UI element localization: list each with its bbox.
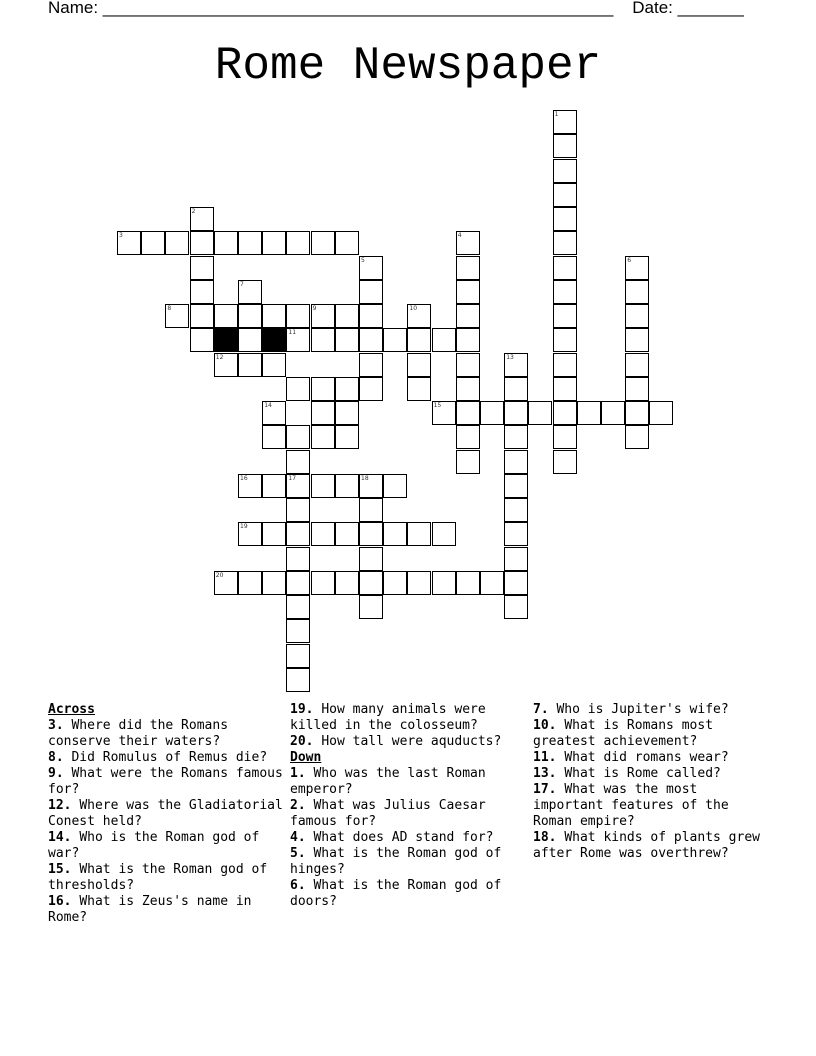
clue xyxy=(48,750,284,766)
clue-number: 5. xyxy=(290,846,306,861)
clue-text: Who was the last Roman emperor? xyxy=(290,766,486,797)
crossword-cell[interactable] xyxy=(407,522,431,546)
crossword-cell[interactable] xyxy=(311,377,335,401)
crossword-cell[interactable] xyxy=(504,450,528,474)
crossword-cell[interactable] xyxy=(528,401,552,425)
clue-text: What is the Roman god of thresholds? xyxy=(48,862,268,893)
crossword-cell[interactable] xyxy=(456,353,480,377)
clue-number-label: 9 xyxy=(312,305,317,312)
crossword-cell[interactable] xyxy=(311,474,335,498)
name-label: Name: xyxy=(48,0,103,17)
crossword-cell[interactable] xyxy=(262,571,286,595)
crossword-block xyxy=(262,328,286,352)
crossword-cell[interactable] xyxy=(262,353,286,377)
clue-number: 19. xyxy=(290,702,314,717)
clue-text: What does AD stand for? xyxy=(313,830,494,845)
clue-number-label: 20 xyxy=(215,571,224,579)
clue xyxy=(533,718,773,750)
clue-text: What was the most important features of the Roman empire? xyxy=(533,782,729,829)
clue-number: 4. xyxy=(290,830,306,845)
crossword-cell[interactable] xyxy=(359,595,383,619)
crossword-cell[interactable] xyxy=(335,377,359,401)
clue-number-label: 16 xyxy=(240,474,248,482)
crossword-cell[interactable] xyxy=(311,231,335,255)
crossword-cell[interactable] xyxy=(504,425,528,449)
clue-text: What is Zeus's name in Rome? xyxy=(48,894,252,925)
clue-number: 3. xyxy=(48,718,64,733)
crossword-cell[interactable] xyxy=(311,522,335,546)
clue-text: Where did the Romans conserve their waters? xyxy=(48,718,229,749)
across-heading: Across xyxy=(48,702,95,717)
crossword-cell[interactable] xyxy=(262,522,286,546)
crossword-cell[interactable] xyxy=(407,571,431,595)
crossword-cell[interactable] xyxy=(214,231,238,255)
crossword-cell[interactable] xyxy=(190,304,214,328)
clue-number: 17. xyxy=(533,782,557,797)
crossword-cell[interactable] xyxy=(383,522,407,546)
crossword-cell[interactable] xyxy=(456,401,480,425)
crossword-cell[interactable] xyxy=(286,450,310,474)
clue-number: 11. xyxy=(533,750,557,765)
crossword-cell[interactable] xyxy=(311,571,335,595)
crossword-cell[interactable] xyxy=(262,474,286,498)
crossword-cell[interactable] xyxy=(165,231,189,255)
down-clue-list-continued xyxy=(533,702,773,862)
clue xyxy=(533,702,773,718)
crossword-cell[interactable] xyxy=(625,328,649,352)
clue-text: Where was the Gladiatorial Conest held? xyxy=(48,798,283,829)
clue xyxy=(290,702,528,734)
crossword-cell[interactable] xyxy=(311,328,335,352)
crossword-cell[interactable] xyxy=(190,256,214,280)
crossword-cell[interactable] xyxy=(335,474,359,498)
crossword-cell[interactable] xyxy=(456,425,480,449)
crossword-cell[interactable] xyxy=(262,304,286,328)
clue-text: What is Romans most greatest achievement? xyxy=(533,718,714,749)
clue-number-label: 1 xyxy=(554,111,559,118)
crossword-cell[interactable] xyxy=(214,304,238,328)
clue xyxy=(290,830,528,846)
clue-column-3 xyxy=(533,702,773,862)
crossword-cell[interactable] xyxy=(553,207,577,231)
crossword-cell[interactable] xyxy=(553,401,577,425)
clue-number: 9. xyxy=(48,766,64,781)
clue-number-label: 8 xyxy=(167,305,172,312)
crossword-cell[interactable] xyxy=(432,571,456,595)
crossword-cell[interactable] xyxy=(359,304,383,328)
crossword-cell[interactable] xyxy=(625,353,649,377)
clue xyxy=(290,798,528,830)
crossword-cell[interactable] xyxy=(553,256,577,280)
clue-number-label: 12 xyxy=(215,353,224,361)
crossword-cell[interactable] xyxy=(383,328,407,352)
clue-number-label: 3 xyxy=(119,232,123,240)
clue-number: 18. xyxy=(533,830,557,845)
clue-number: 1. xyxy=(290,766,306,781)
clue xyxy=(533,782,773,830)
clue-number: 20. xyxy=(290,734,314,749)
clue xyxy=(533,766,773,782)
crossword-cell[interactable] xyxy=(383,474,407,498)
clue-number-label: 14 xyxy=(264,402,272,409)
clue-number: 15. xyxy=(48,862,72,877)
crossword-cell[interactable] xyxy=(553,280,577,304)
crossword-cell[interactable] xyxy=(286,522,310,546)
crossword-cell[interactable] xyxy=(553,304,577,328)
clue-number-label: 6 xyxy=(627,256,632,264)
crossword-cell[interactable] xyxy=(480,401,504,425)
crossword-cell[interactable] xyxy=(553,450,577,474)
clue-number: 12. xyxy=(48,798,72,813)
clue xyxy=(48,830,284,862)
crossword-cell[interactable] xyxy=(649,401,673,425)
crossword-cell[interactable] xyxy=(553,183,577,207)
crossword-cell[interactable] xyxy=(577,401,601,425)
clue xyxy=(290,846,528,878)
crossword-cell[interactable] xyxy=(286,547,310,571)
crossword-cell[interactable] xyxy=(504,401,528,425)
clue xyxy=(290,766,528,798)
clue xyxy=(48,718,284,750)
crossword-cell[interactable] xyxy=(359,328,383,352)
clue-text: Did Romulus of Remus die? xyxy=(71,750,268,765)
crossword-cell[interactable] xyxy=(190,231,214,255)
clue xyxy=(48,894,284,926)
date-label: Date: xyxy=(632,0,678,17)
crossword-cell[interactable] xyxy=(553,425,577,449)
crossword-cell[interactable] xyxy=(553,328,577,352)
crossword-cell[interactable] xyxy=(359,377,383,401)
clue-column-2 xyxy=(290,702,528,910)
clue-number: 16. xyxy=(48,894,72,909)
clue-number: 14. xyxy=(48,830,72,845)
crossword-cell[interactable] xyxy=(504,474,528,498)
crossword-cell[interactable] xyxy=(238,328,262,352)
crossword-cell[interactable] xyxy=(238,571,262,595)
crossword-cell[interactable] xyxy=(286,377,310,401)
clue-number-label: 13 xyxy=(506,353,514,361)
crossword-block xyxy=(214,328,238,352)
clue xyxy=(290,734,528,750)
clue-number-label: 15 xyxy=(433,402,442,409)
crossword-cell[interactable] xyxy=(504,595,528,619)
clue xyxy=(48,766,284,798)
across-clue-list-continued xyxy=(290,702,528,750)
crossword-cell[interactable] xyxy=(407,353,431,377)
crossword-cell[interactable] xyxy=(286,498,310,522)
crossword-cell[interactable] xyxy=(359,353,383,377)
crossword-cell[interactable] xyxy=(553,159,577,183)
down-clue-list xyxy=(290,766,528,910)
crossword-cell[interactable] xyxy=(286,571,310,595)
clue-number: 6. xyxy=(290,878,306,893)
crossword-cell[interactable] xyxy=(456,377,480,401)
clue-number: 7. xyxy=(533,702,549,717)
crossword-cell[interactable] xyxy=(190,280,214,304)
crossword-cell[interactable] xyxy=(262,425,286,449)
crossword-cell[interactable] xyxy=(286,231,310,255)
crossword-cell[interactable] xyxy=(335,522,359,546)
crossword-cell[interactable] xyxy=(407,328,431,352)
clue-number-label: 19 xyxy=(240,523,248,531)
clue xyxy=(48,862,284,894)
crossword-cell[interactable] xyxy=(456,571,480,595)
crossword-cell[interactable] xyxy=(625,304,649,328)
crossword-cell[interactable] xyxy=(359,280,383,304)
crossword-cell[interactable] xyxy=(625,401,649,425)
clue-number: 10. xyxy=(533,718,557,733)
name-blank[interactable]: ______________________________________________________ xyxy=(102,0,614,17)
crossword-cell[interactable] xyxy=(141,231,165,255)
clue xyxy=(290,878,528,910)
crossword-cell[interactable] xyxy=(311,401,335,425)
crossword-cell[interactable] xyxy=(456,304,480,328)
clue-text: What is the Roman god of doors? xyxy=(290,878,502,909)
clue xyxy=(533,830,773,862)
crossword-cell[interactable] xyxy=(238,353,262,377)
clue-text: What is Rome called? xyxy=(564,766,721,781)
clue-text: How many animals were killed in the colosseum? xyxy=(290,702,486,733)
clue-text: What kinds of plants grew after Rome was overthrew? xyxy=(533,830,760,861)
clue-text: What did romans wear? xyxy=(564,750,729,765)
crossword-cell[interactable] xyxy=(335,328,359,352)
clue-number: 8. xyxy=(48,750,64,765)
crossword-cell[interactable] xyxy=(335,231,359,255)
clue xyxy=(48,798,284,830)
crossword-cell[interactable] xyxy=(504,498,528,522)
crossword-cell[interactable] xyxy=(335,401,359,425)
date-blank[interactable]: _______ xyxy=(677,0,744,17)
crossword-cell[interactable] xyxy=(625,377,649,401)
crossword-cell[interactable] xyxy=(456,256,480,280)
crossword-cell[interactable] xyxy=(286,644,310,668)
clue-number-label: 4 xyxy=(457,232,462,240)
crossword-cell[interactable] xyxy=(238,304,262,328)
crossword-cell[interactable] xyxy=(625,280,649,304)
crossword-cell[interactable] xyxy=(407,377,431,401)
crossword-cell[interactable] xyxy=(601,401,625,425)
down-heading: Down xyxy=(290,750,322,765)
crossword-cell[interactable] xyxy=(359,547,383,571)
clue-number-label: 17 xyxy=(288,474,297,482)
crossword-cell[interactable] xyxy=(335,571,359,595)
clue-number-label: 2 xyxy=(191,208,196,215)
crossword-cell[interactable] xyxy=(383,571,407,595)
clue-number-label: 10 xyxy=(409,305,418,312)
crossword-cell[interactable] xyxy=(359,571,383,595)
clue-text: What is the Roman god of hinges? xyxy=(290,846,502,877)
crossword-cell[interactable] xyxy=(286,619,310,643)
crossword-cell[interactable] xyxy=(190,328,214,352)
clue-text: What was Julius Caesar famous for? xyxy=(290,798,486,829)
crossword-cell[interactable] xyxy=(553,353,577,377)
crossword-cell[interactable] xyxy=(456,280,480,304)
crossword-cell[interactable] xyxy=(504,547,528,571)
crossword-cell[interactable] xyxy=(553,134,577,158)
crossword-cell[interactable] xyxy=(311,425,335,449)
clue-text: What were the Romans famous for? xyxy=(48,766,283,797)
crossword-cell[interactable] xyxy=(456,328,480,352)
crossword-cell[interactable] xyxy=(432,328,456,352)
crossword-cell[interactable] xyxy=(504,377,528,401)
crossword-cell[interactable] xyxy=(335,425,359,449)
page-title: Rome Newspaper xyxy=(214,40,602,92)
crossword-cell[interactable] xyxy=(238,231,262,255)
clue-number-label: 11 xyxy=(288,329,297,337)
clue xyxy=(533,750,773,766)
clue-number-label: 7 xyxy=(240,280,244,288)
clue-number-label: 5 xyxy=(361,256,365,264)
clue-text: How tall were aquducts? xyxy=(321,734,502,749)
crossword-cell[interactable] xyxy=(359,498,383,522)
crossword-cell[interactable] xyxy=(480,571,504,595)
across-clue-list xyxy=(48,718,284,926)
crossword-cell[interactable] xyxy=(553,231,577,255)
crossword-cell[interactable] xyxy=(262,231,286,255)
crossword-cell[interactable] xyxy=(432,522,456,546)
crossword-cell[interactable] xyxy=(504,571,528,595)
crossword-cell[interactable] xyxy=(286,595,310,619)
crossword-cell[interactable] xyxy=(504,522,528,546)
crossword-cell[interactable] xyxy=(286,304,310,328)
crossword-cell[interactable] xyxy=(335,304,359,328)
clue-number-label: 18 xyxy=(361,474,369,482)
crossword-cell[interactable] xyxy=(553,377,577,401)
clue-text: Who is Jupiter's wife? xyxy=(556,702,729,717)
crossword-cell[interactable] xyxy=(359,522,383,546)
crossword-cell[interactable] xyxy=(625,425,649,449)
clue-text: Who is the Roman god of war? xyxy=(48,830,260,861)
clue-number: 13. xyxy=(533,766,557,781)
crossword-cell[interactable] xyxy=(286,425,310,449)
clue-number: 2. xyxy=(290,798,306,813)
crossword-cell[interactable] xyxy=(456,450,480,474)
crossword-cell[interactable] xyxy=(286,668,310,692)
clue-column-1 xyxy=(48,702,284,926)
